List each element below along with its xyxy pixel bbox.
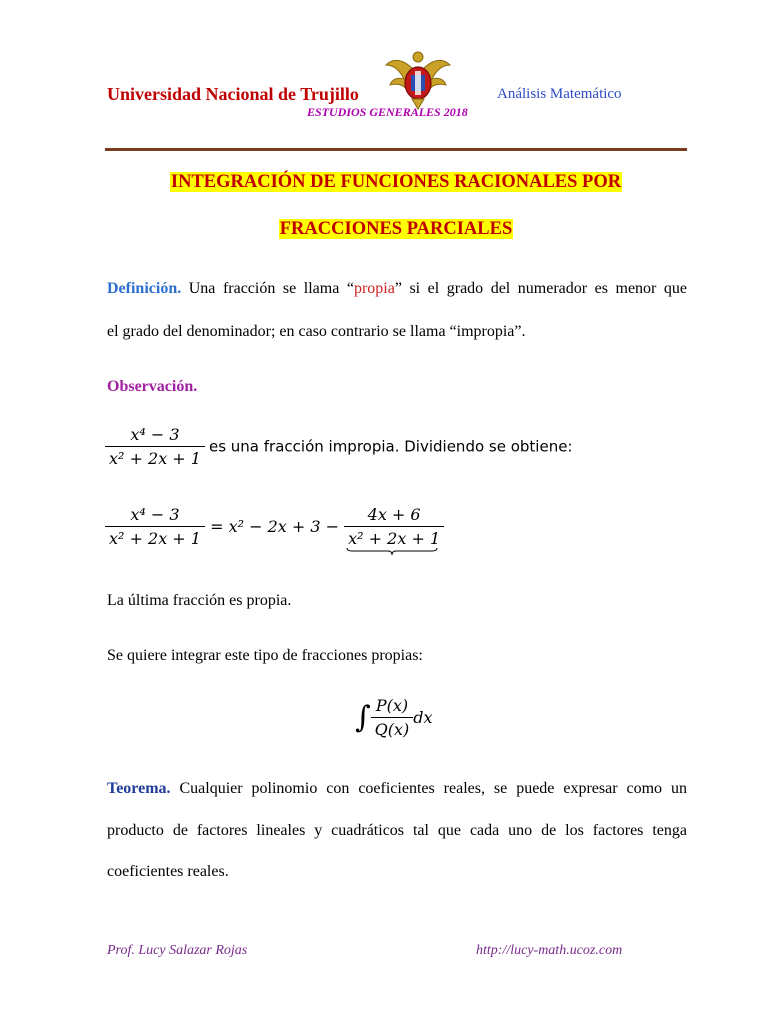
definition-label: Definición. (107, 280, 182, 297)
theorem-line1: Teorema. Cualquier polinomio con coeficientes reales, se puede expresar como un (107, 780, 687, 797)
highlight-term: propia (353, 280, 395, 297)
theorem-label: Teorema. (107, 780, 171, 797)
observation-label: Observación. (107, 378, 198, 395)
course-name: Análisis Matemático (497, 86, 622, 102)
proper-statement: La última fracción es propia. (107, 592, 292, 609)
improper-fraction: $\frac{\text{x⁴ − 3}}{\text{x² + 2x + 1}}$ (105, 425, 205, 468)
equation-lhs-fraction: $\frac{\text{x⁴ − 3}}{\text{x² + 2x + 1}}$ (105, 505, 205, 548)
page-title-line1: INTEGRACIÓN DE FUNCIONES RACIONALES POR (170, 172, 622, 192)
equation-quotient: = x² − 2x + 3 − (210, 517, 340, 536)
page-title-line2: FRACCIONES PARCIALES (279, 219, 513, 239)
division-equation (105, 505, 444, 548)
integral-expression (355, 696, 433, 739)
theorem-line2: producto de factores lineales y cuadráticos tal que cada uno de los factores tenga (107, 822, 687, 839)
header-divider (105, 148, 687, 151)
footer-url[interactable]: http://lucy-math.ucoz.com (476, 943, 623, 958)
equation-remainder-fraction: $\frac{4x + 6}{\text{x² + 2x + 1}}$ (344, 505, 444, 548)
improper-fraction-text: es una fracción impropia. Dividiendo se obtiene: (208, 437, 573, 456)
integral-fraction: $\frac{P(x)}{Q(x)}$ (371, 696, 414, 739)
program-name: ESTUDIOS GENERALES 2018 (307, 105, 468, 119)
university-crest-icon (384, 45, 452, 113)
footer-author: Prof. Lucy Salazar Rojas (107, 943, 248, 958)
definition-line1: Definición. Una fracción se llama “propia” si el grado del numerador es menor que (107, 280, 688, 297)
integral-sign-icon: ∫ (355, 700, 371, 735)
integrate-statement: Se quiere integrar este tipo de fracciones propias: (107, 647, 423, 664)
definition-line2: el grado del denominador; en caso contrario se llama “impropia”. (107, 323, 526, 340)
university-name: Universidad Nacional de Trujillo (107, 84, 359, 104)
theorem-line3: coeficientes reales. (107, 863, 229, 880)
improper-fraction-line (105, 425, 573, 468)
integral-differential: dx (413, 708, 433, 727)
underbrace-icon (346, 547, 438, 556)
